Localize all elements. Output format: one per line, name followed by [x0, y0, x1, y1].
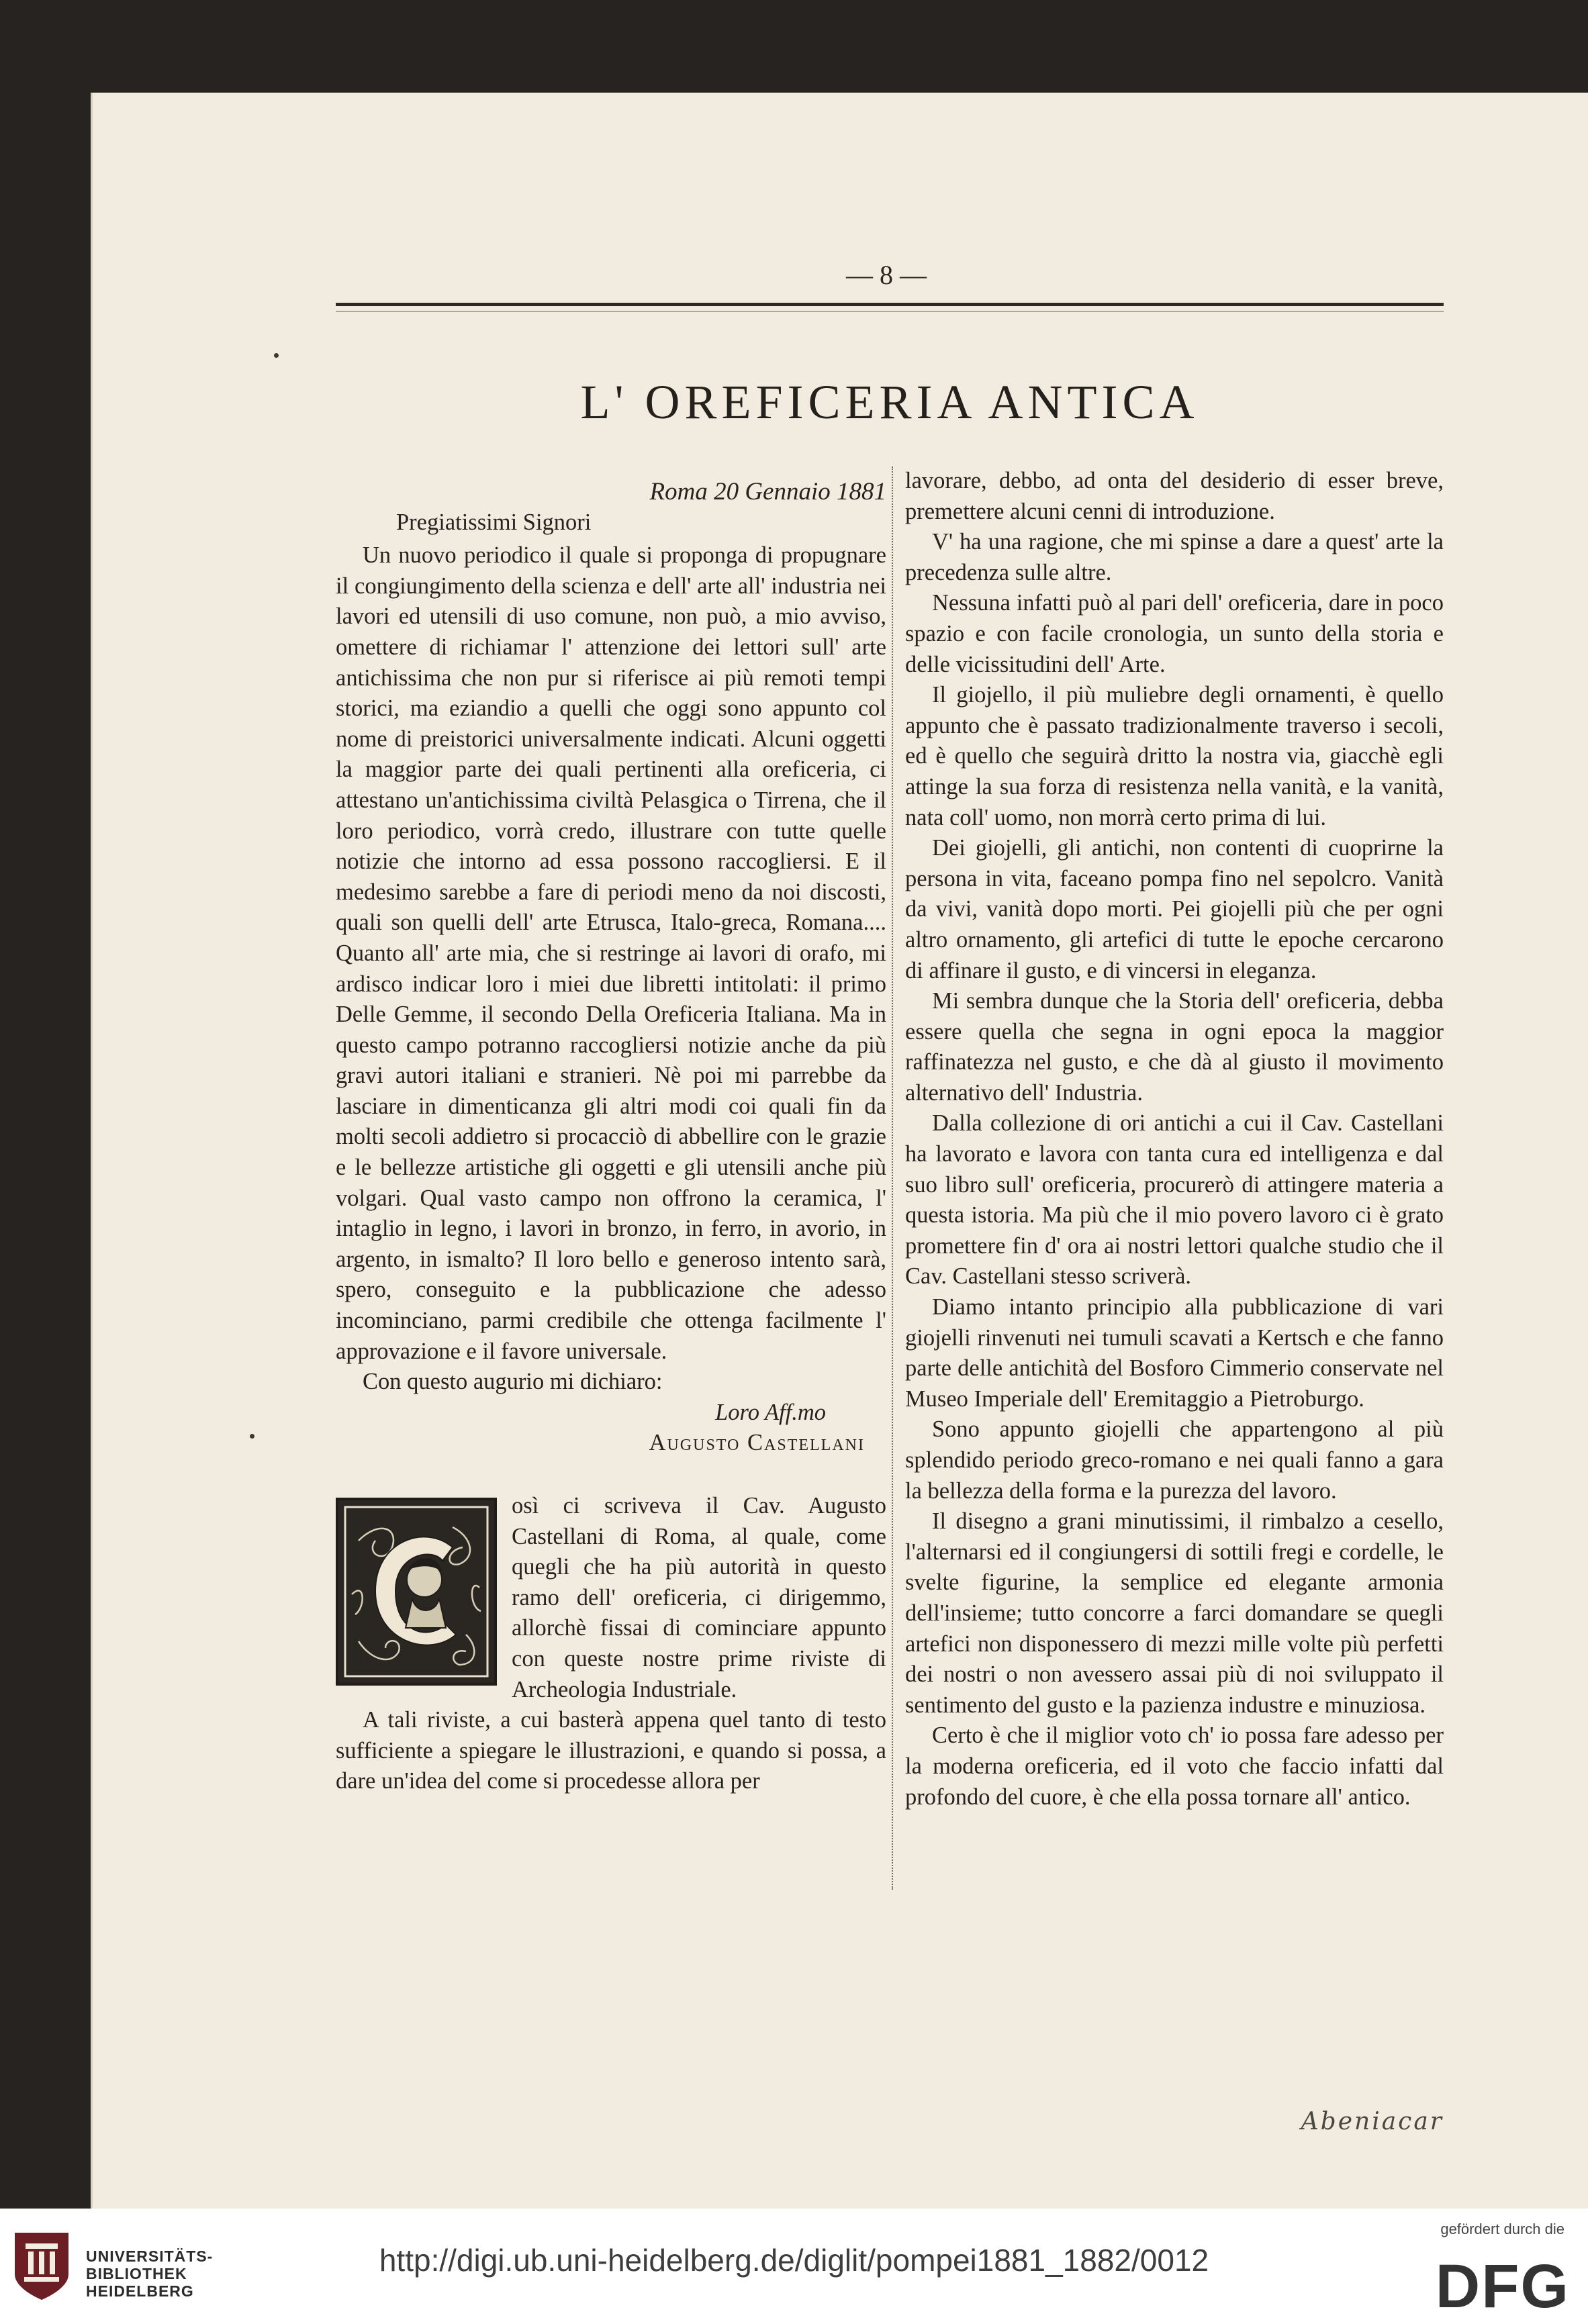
letter-date: Roma 20 Gennaio 1881	[649, 478, 886, 505]
right-paragraph: Dalla collezione di ori antichi a cui il Cav. Castellani ha lavorato e lavora con tanta cura ed intelligenza e dal suo libro sull' oreficeria, procurerò di attingere materia a questa istoria. Ma più che il mio povero lavoro ci è grato promettere fin d' ora ai nostri lettori qualche studio che il Cav. Castellani stesso scriverà.	[905, 1110, 1444, 1290]
right-paragraph: Il giojello, il più muliebre degli ornamenti, è quello appunto che è passato tradizionalmente traverso i secoli, ed è quello che seguirà dritto la nostra via, giacchè egli attinge la sua forza di resistenza nella vanità, e la vanità, nata coll' uomo, non morrà certo prima di lui.	[905, 682, 1444, 830]
right-column	[905, 466, 1444, 1812]
library-name-line: HEIDELBERG	[86, 2282, 194, 2300]
author-signature: Abeniacar	[1301, 2108, 1444, 2135]
article-title: L' OREFICERIA ANTICA	[580, 375, 1199, 429]
margin-mark	[250, 1434, 254, 1439]
ornate-initial-c-icon	[336, 1498, 497, 1686]
letter-body: Un nuovo periodico il quale si proponga di propugnare il congiungimento della scienza e dell' arte all' industria nei lavori ed utensili di uso comune, non può, a mio avviso, omettere di richiamar l' attenzione dei lettori sull' arte antichissima che non pur si riferisce ai più remoti tempi storici, ma eziandio a quelli che oggi sono appunto col nome di preistorici universalmente indicati. Alcuni oggetti la maggior parte dei quali pertinenti alla oreficeria, ci attestano un'antichissima civiltà Pelasgica o Tirrena, che il loro periodico, vorrà credo, illustrare con tutte quelle notizie che intorno ad essa possono raccogliersi. E il medesimo sarebbe a fare di periodi meno da noi discosti, quali son quelli dell' arte Etrusca, Italo-greca, Romana.... Quanto all' arte mia, che si restringe ai lavori di orafo, mi ardisco indicar loro i miei due libretti intitolati: il primo Delle Gemme, il secondo Della Oreficeria Italiana. Ma in questo campo potranno raccogliersi notizie anche da più gravi autori italiani e stranieri. Nè poi mi parrebbe da lasciare in dimenticanza gli altri modi coi quali fin da molti secoli addietro si procacciò di abbellire con le grazie e le bellezze artistiche gli oggetti e gli utensili anche più volgari. Qual vasto campo non offrono la ceramica, l' intaglio in legno, i lavori in bronzo, in ferro, in avorio, in argento, in ismalto? Il loro bello e generoso intento sarà, spero, conseguito e la pubblicazione che adesso incominciano, parmi credibile che ottenga facilmente l' approvazione e il favore universale.	[336, 542, 886, 1364]
library-name-line: BIBLIOTHEK	[86, 2265, 187, 2282]
right-paragraph: Diamo intanto principio alla pubblicazione di vari giojelli rinvenuti nei tumuli scavati a Kertsch e che fanno parte delle antichità del Bosforo Cimmerio conservate nel Museo Imperiale dell' Eremitaggio a Pietroburgo.	[905, 1294, 1444, 1412]
right-paragraph: Dei giojelli, gli antichi, non contenti di cuoprirne la persona in vita, faceano pompa fino nel sepolcro. Vanità da vivi, vanità dopo morti. Pei giojelli più che per ogni altro ornamento, gli artefici di tutte le epoche cercarono di affinare il gusto, e di vincersi in eleganza.	[905, 835, 1444, 983]
right-paragraph: Mi sembra dunque che la Storia dell' oreficeria, debba essere quella che segna in ogni epoca la maggior raffinatezza nel gusto, e che dà al giusto il movimento alternativo dell' Industria.	[905, 988, 1444, 1106]
right-paragraph: Il disegno a grani minutissimi, il rimbalzo a cesello, l'alternarsi ed il congiungersi di sottili fregi e cordelle, le svelte figurine, la semplice ed elegante armonia dell'insieme; tutto concorre a farci domandare se quegli artefici non disponessero di mezzi mille volte più perfetti dei nostri o non avessero assai più di noi sviluppato il sentimento del gusto e la pazienza industre e minuziosa.	[905, 1508, 1444, 1718]
margin-mark	[274, 353, 279, 358]
funding-note: gefördert durch die	[1440, 2221, 1564, 2237]
article-intro-text: osì ci scriveva il Cav. Augusto Castellani di Roma, al quale, come quegli che ha più autorità in questo ramo dell' oreficeria, ci dirigemmo, allorchè fissai di cominciare appunto con queste nostre prime riviste di Archeologia Industriale.	[512, 1493, 886, 1702]
letter-author: Augusto Castellani	[649, 1430, 865, 1456]
left-column	[336, 477, 886, 1797]
right-paragraph: V' ha una ragione, che mi spinse a dare a quest' arte la precedenza sulle altre.	[905, 529, 1444, 585]
right-paragraph: lavorare, debbo, ad onta del desiderio di esser breve, premettere alcuni cenni di introduzione.	[905, 468, 1444, 524]
letter-closing: Loro Aff.mo	[715, 1399, 826, 1425]
right-paragraph: Certo è che il miglior voto ch' io possa fare adesso per la moderna oreficeria, ed il voto che faccio infatti dal profondo del cuore, è che ella possa tornare all' antico.	[905, 1723, 1444, 1810]
letter-salutation: Pregiatissimi Signori	[396, 509, 592, 535]
article-second-paragraph: A tali riviste, a cui basterà appena quel tanto di testo sufficiente a spiegare le illustrazioni, e quando si possa, a dare un'idea del come si procedesse allora per	[336, 1707, 886, 1794]
right-paragraph: Sono appunto giojelli che appartengono al più splendido periodo greco-romano e nei quali fanno a gara la bellezza della forma e la purezza del lavoro.	[905, 1416, 1444, 1504]
dfg-logo: DFG	[1435, 2252, 1570, 2321]
viewer-footer	[0, 2209, 1588, 2324]
column-divider	[892, 467, 898, 1890]
header-rule	[336, 303, 1444, 306]
article-intro	[336, 1491, 886, 1705]
letter-wish: Con questo augurio mi dichiaro:	[363, 1369, 663, 1395]
page-number: — 8 —	[846, 260, 927, 290]
right-paragraph: Nessuna infatti può al pari dell' oreficeria, dare in poco spazio e con facile cronologia, un sunto della storia e delle vicissitudini dell' Arte.	[905, 590, 1444, 677]
permalink-url[interactable]: http://digi.ub.uni-heidelberg.de/diglit/pompei1881_1882/0012	[379, 2243, 1209, 2278]
library-name-line: UNIVERSITÄTS-	[86, 2247, 214, 2265]
